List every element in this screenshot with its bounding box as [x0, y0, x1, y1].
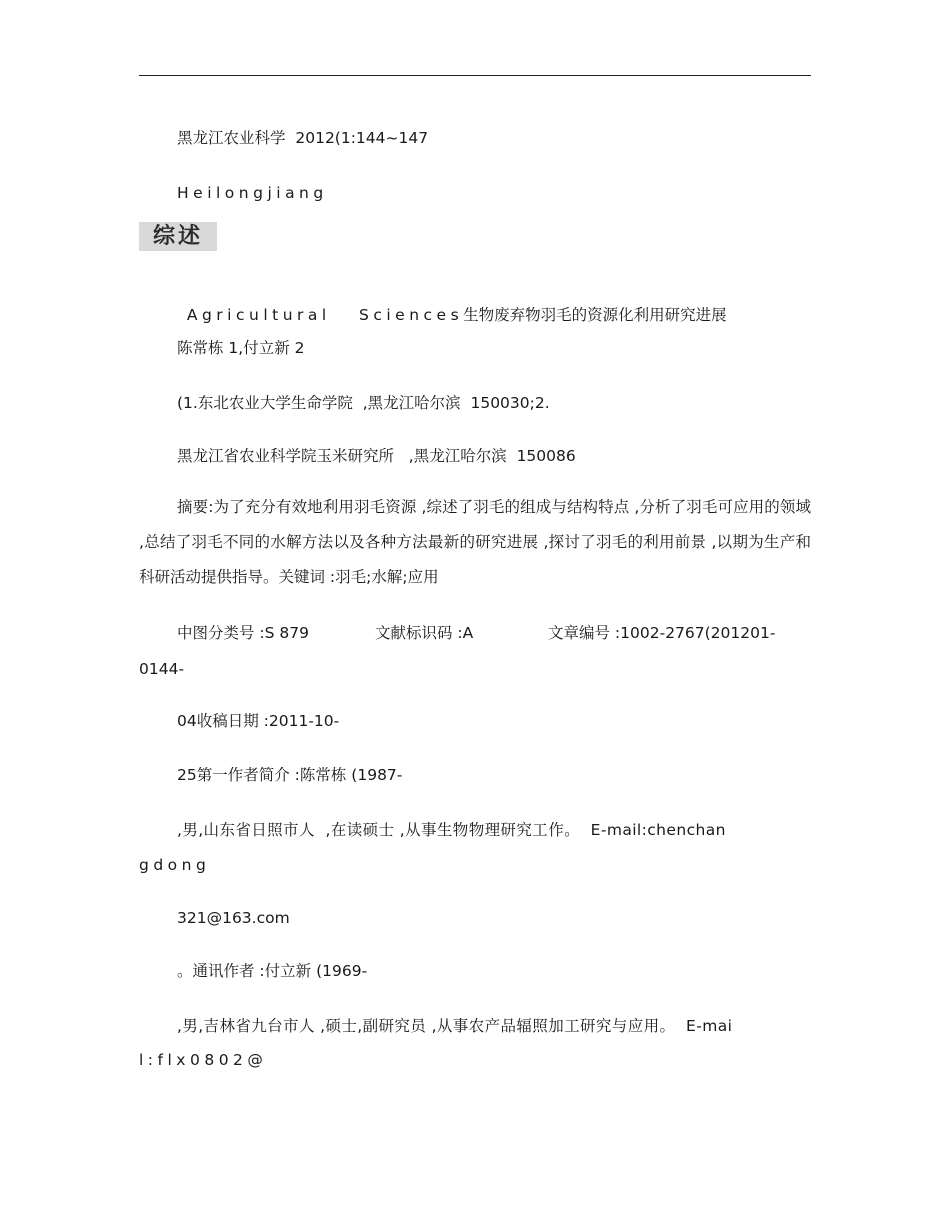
journal-citation: 黑龙江农业科学 2012(1:144~147: [177, 129, 429, 147]
received-date: 04收稿日期 :2011-10-: [177, 712, 340, 730]
clc-number: 中图分类号 :S 879: [177, 624, 310, 642]
affiliation-2: 黑龙江省农业科学院玉米研究所 ,黑龙江哈尔滨 150086: [177, 447, 576, 465]
article-number-cont: 0144-: [139, 660, 185, 678]
header-rule: [139, 75, 811, 76]
section-badge: 综述: [139, 222, 217, 251]
corresponding-author: 。通讯作者 :付立新 (1969-: [177, 962, 368, 980]
article-number: 文章编号 :1002-2767(201201-: [548, 624, 776, 642]
first-author-email-cont: gdong: [139, 856, 211, 874]
authors: 陈常栋 1,付立新 2: [177, 339, 305, 357]
corresponding-detail: ,男,吉林省九台市人 ,硕士,副研究员 ,从事农产品辐照加工研究与应用。 E-mai: [177, 1017, 733, 1035]
first-author-intro: 25第一作者简介 :陈常栋 (1987-: [177, 766, 403, 784]
title-en-part: Agricultural Sciences: [186, 306, 464, 324]
first-author-detail: ,男,山东省日照市人 ,在读硕士 ,从事生物物理研究工作。 E-mail:chenchan: [177, 821, 726, 839]
document-code: 文献标识码 :A: [375, 624, 474, 642]
affiliation-1: (1.东北农业大学生命学院 ,黑龙江哈尔滨 150030;2.: [177, 394, 550, 412]
article-title: [177, 285, 727, 325]
corresponding-email-cont: l:flx0802@: [139, 1051, 268, 1069]
first-author-email-domain: 321@163.com: [177, 909, 290, 927]
journal-name-en: Heilongjiang: [177, 184, 328, 202]
title-cn-part: 生物废弃物羽毛的资源化利用研究进展: [463, 306, 727, 324]
abstract-paragraph: 摘要:为了充分有效地利用羽毛资源 ,综述了羽毛的组成与结构特点 ,分析了羽毛可应用的领域 ,总结了羽毛不同的水解方法以及各种方法最新的研究进展 ,探讨了羽毛的利用前景 ,以期为生产和科研活动提供指导。关键词 :羽毛;水解;应用: [139, 498, 811, 586]
